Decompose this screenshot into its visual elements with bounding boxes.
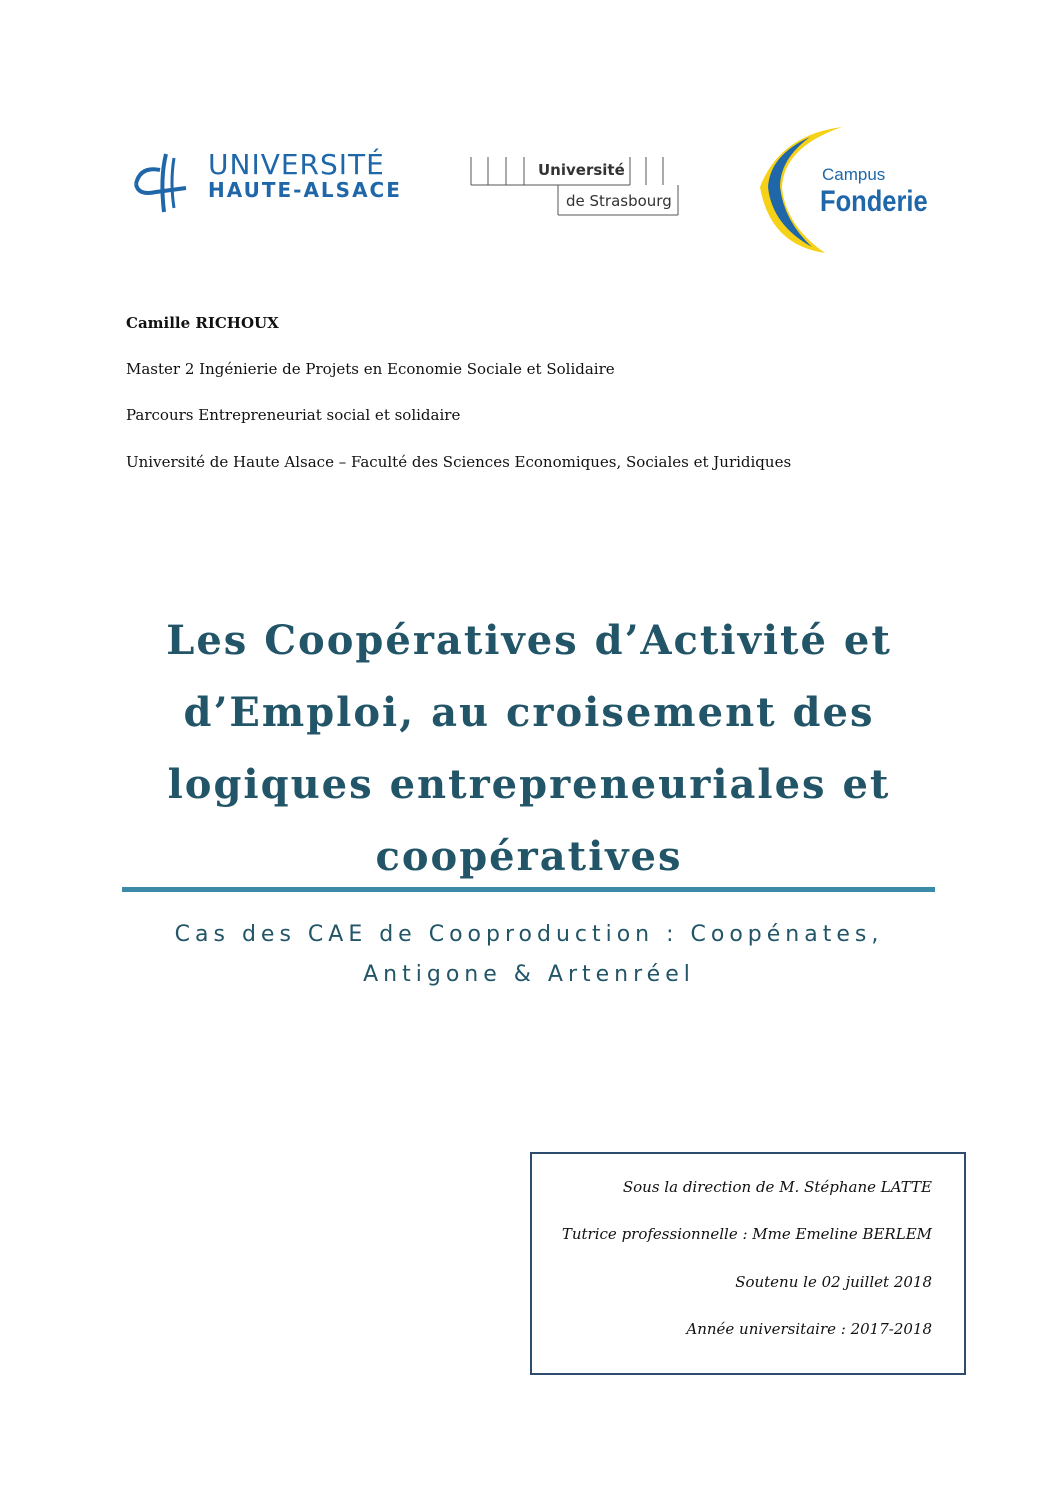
degree: Master 2 Ingénierie de Projets en Economie Sociale et Solidaire — [126, 360, 615, 378]
title-divider — [122, 887, 935, 892]
defense-date: Soutenu le 02 juillet 2018 — [735, 1273, 932, 1291]
supervisor: Sous la direction de M. Stéphane LATTE — [622, 1178, 932, 1196]
unistra-logo — [470, 155, 680, 217]
subtitle-line: Cas des CAE de Cooproduction : Coopénates, — [174, 922, 884, 947]
uha-logo — [130, 148, 430, 218]
fonderie-logo-line1: Campus — [822, 165, 886, 184]
title-line: coopératives — [375, 833, 683, 880]
academic-year: Année universitaire : 2017-2018 — [686, 1320, 932, 1338]
title-line: d’Emploi, au croisement des — [183, 689, 875, 736]
subtitle-line: Antigone & Artenréel — [363, 962, 695, 987]
uha-logo-line2: HAUTE-ALSACE — [208, 178, 402, 202]
title-line: logiques entrepreneuriales et — [167, 761, 891, 808]
supervision-box — [530, 1152, 966, 1375]
title-line: Les Coopératives d’Activité et — [166, 617, 892, 664]
subtitle — [110, 915, 948, 995]
author-name: Camille RICHOUX — [126, 314, 279, 332]
unistra-logo-line2: de Strasbourg — [566, 192, 672, 210]
fonderie-logo-line2: Fonderie — [820, 185, 928, 218]
uha-emblem-icon — [130, 148, 200, 218]
professional-tutor: Tutrice professionnelle : Mme Emeline BERLEM — [561, 1225, 932, 1243]
faculty: Université de Haute Alsace – Faculté des Sciences Economiques, Sociales et Juridiques — [126, 453, 792, 471]
campus-fonderie-logo — [750, 125, 940, 255]
track: Parcours Entrepreneuriat social et solidaire — [126, 406, 461, 424]
main-title — [110, 605, 948, 893]
uha-logo-line1: UNIVERSITÉ — [208, 148, 385, 181]
unistra-logo-line1: Université — [538, 161, 625, 179]
